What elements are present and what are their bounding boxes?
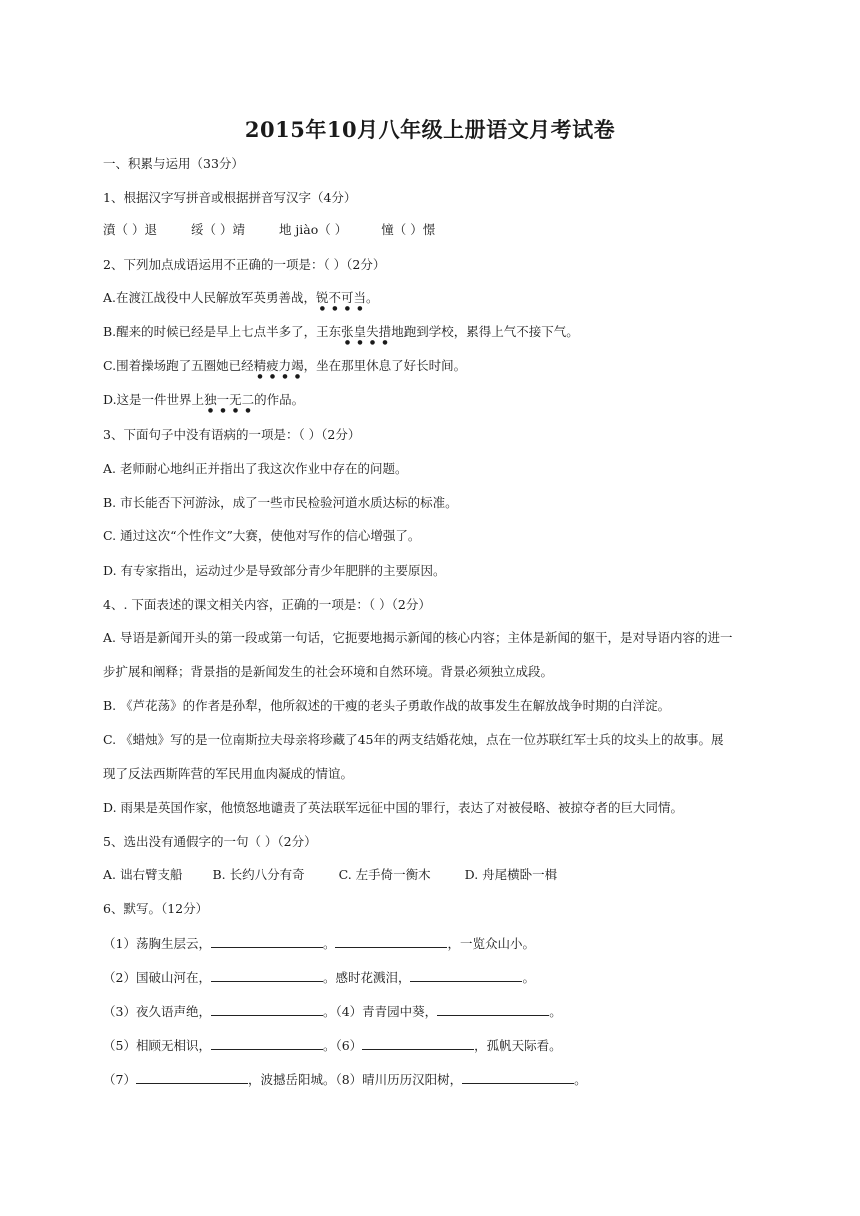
dotted-idiom: 锐不可当 xyxy=(316,290,367,305)
question-2-option-d xyxy=(103,391,304,414)
answer-blank[interactable] xyxy=(211,934,323,948)
dotted-idiom: 张皇失措 xyxy=(341,324,392,339)
answer-blank[interactable] xyxy=(211,1036,323,1050)
q1-item-1: 濆（ ）退 xyxy=(103,222,157,237)
question-2-option-b xyxy=(103,323,579,346)
dictation-text: 。感时花溅泪， xyxy=(322,970,411,985)
dictation-text: 。 xyxy=(549,1004,562,1019)
dictation-text: 。（6） xyxy=(322,1038,363,1053)
dictation-text: 。（4）青青园中葵， xyxy=(322,1004,438,1019)
q1-item-3: 地 jiào（ ） xyxy=(278,222,348,237)
dictation-line-4 xyxy=(103,1036,562,1055)
option-text: 地跑到学校，累得上气不接下气。 xyxy=(391,324,579,339)
option-text: B.醒来的时候已经是早上七点半多了，王东 xyxy=(103,324,342,339)
question-1-stem: 1、根据汉字写拼音或根据拼音写汉字（4分） xyxy=(103,190,357,205)
option-text: 的作品。 xyxy=(254,392,305,407)
q5-option-d: D. 舟尾横卧一楫 xyxy=(464,867,558,882)
question-6-stem: 6、默写。（12分） xyxy=(103,901,209,916)
question-3-option-d: D. 有专家指出，运动过少是导致部分青少年肥胖的主要原因。 xyxy=(103,563,446,578)
question-3-stem: 3、下面句子中没有语病的一项是：（ ）（2分） xyxy=(103,427,361,442)
question-2-stem: 2、下列加点成语运用不正确的一项是：（ ）（2分） xyxy=(103,257,386,272)
dictation-line-2 xyxy=(103,968,535,987)
q1-item-2: 绥（ ）靖 xyxy=(190,222,245,237)
dictation-text: 。 xyxy=(522,970,535,985)
question-4-option-c-line-1: C. 《蜡烛》写的是一位南斯拉夫母亲将珍藏了45年的两支结婚花烛，点在一位苏联红军士兵的坟头上的故事。展 xyxy=(103,732,724,747)
dictation-text: （1）荡胸生层云， xyxy=(103,936,211,951)
option-text: D.这是一件世界上 xyxy=(103,392,205,407)
dictation-line-5 xyxy=(103,1070,587,1089)
q5-option-b: B. 长约八分有奇 xyxy=(212,867,305,882)
dictation-text: （5）相顾无相识， xyxy=(103,1038,211,1053)
exam-title: 2015年10月八年级上册语文月考试卷 xyxy=(244,117,616,142)
answer-blank[interactable] xyxy=(335,934,447,948)
question-3-option-c: C. 通过这次“个性作文”大赛，使他对写作的信心增强了。 xyxy=(103,528,421,543)
q1-item-4: 憧（ ）憬 xyxy=(381,222,436,237)
dotted-idiom: 精疲力竭 xyxy=(253,358,304,373)
dictation-text: （2）国破山河在， xyxy=(103,970,211,985)
dotted-idiom: 独一无二 xyxy=(204,392,255,407)
question-4-option-d: D. 雨果是英国作家，他愤怒地谴责了英法联军远征中国的罪行，表达了对被侵略、被掠夺者的巨大同情。 xyxy=(103,800,684,815)
answer-blank[interactable] xyxy=(437,1002,549,1016)
question-4-option-a-line-2: 步扩展和阐释；背景指的是新闻发生的社会环境和自然环境。背景必须独立成段。 xyxy=(103,664,554,679)
option-text: C.围着操场跑了五圈她已经 xyxy=(103,358,254,373)
option-text: 。 xyxy=(366,290,379,305)
answer-blank[interactable] xyxy=(410,968,522,982)
dictation-text: 。 xyxy=(574,1072,587,1087)
q5-option-c: C. 左手倚一衡木 xyxy=(338,867,431,882)
question-2-option-c xyxy=(103,357,466,380)
dictation-text: （7） xyxy=(103,1072,136,1087)
question-3-option-a: A. 老师耐心地纠正并指出了我这次作业中存在的问题。 xyxy=(103,461,408,476)
section-heading: 一、积累与运用（33分） xyxy=(103,156,244,171)
q5-option-a: A. 诎右臂支船 xyxy=(103,867,183,882)
dictation-line-1 xyxy=(103,934,535,953)
question-1-items xyxy=(103,221,435,239)
question-2-option-a xyxy=(103,289,379,312)
answer-blank[interactable] xyxy=(136,1070,248,1084)
dictation-text: ，波撼岳阳城。（8）晴川历历汉阳树， xyxy=(247,1072,463,1087)
dictation-text: ，一览众山小。 xyxy=(447,936,535,951)
answer-blank[interactable] xyxy=(362,1036,474,1050)
question-4-option-a-line-1: A. 导语是新闻开头的第一段或第一句话，它扼要地揭示新闻的核心内容；主体是新闻的躯干，是对导语内容的进一 xyxy=(103,630,733,645)
answer-blank[interactable] xyxy=(462,1070,574,1084)
dictation-text: （3）夜久语声绝， xyxy=(103,1004,211,1019)
question-3-option-b: B. 市长能否下河游泳，成了一些市民检验河道水质达标的标准。 xyxy=(103,495,458,510)
question-5-stem: 5、选出没有通假字的一句（ ）（2分） xyxy=(103,834,317,849)
dictation-text: 。 xyxy=(322,936,336,951)
answer-blank[interactable] xyxy=(211,1002,323,1016)
question-4-option-c-line-2: 现了反法西斯阵营的军民用血肉凝成的情谊。 xyxy=(103,766,354,781)
option-text: A.在渡江战役中人民解放军英勇善战， xyxy=(103,290,317,305)
question-4-stem: 4、. 下面表述的课文相关内容，正确的一项是：（ ）（2分） xyxy=(103,597,431,612)
dictation-line-3 xyxy=(103,1002,562,1021)
question-4-option-b: B. 《芦花荡》的作者是孙犁，他所叙述的干瘦的老头子勇敢作战的故事发生在解放战争时期的白洋淀。 xyxy=(103,698,671,713)
option-text: ，坐在那里休息了好长时间。 xyxy=(303,358,467,373)
dictation-text: ，孤帆天际看。 xyxy=(474,1038,562,1053)
question-5-options xyxy=(103,866,557,884)
answer-blank[interactable] xyxy=(211,968,323,982)
